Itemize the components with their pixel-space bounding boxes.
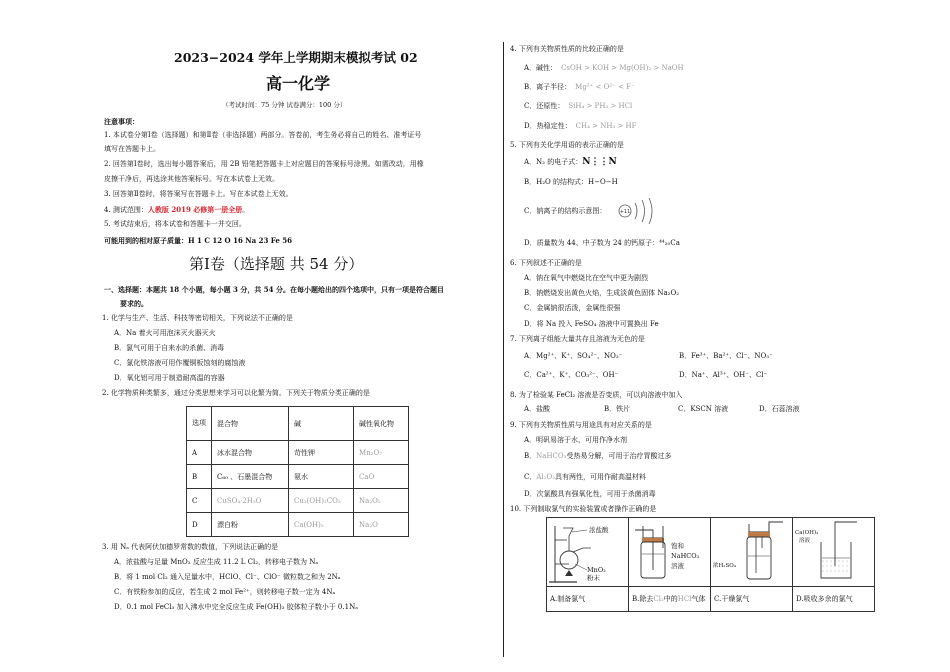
note-2a: 2. 回答第Ⅰ卷时，选出每小题答案后，用 2B 铅笔把答题卡上对应题目的答案标号涂黑。如需改动，用橡 (104, 160, 424, 168)
q4-stem: 4. 下列有关物质性质的比较正确的是 (510, 45, 624, 53)
q8-stem: 8. 为了检验某 FeCl₂ 溶液是否变质，可以向溶液中加入 (510, 391, 683, 399)
q9-option-c: C．Al₂O₃具有两性，可用作耐高温材料 (524, 473, 647, 481)
q7-option-d: D．Na⁺、Al³⁺、OH⁻、Cl⁻ (679, 371, 768, 379)
q7-option-a: A．Mg²⁺、K⁺、SO₄²⁻、NO₃⁻ (524, 352, 623, 360)
subject-title: 高一化学 (266, 74, 331, 93)
q2-cell: Mn₂O₇ (354, 441, 409, 465)
q9-option-d: D．次氯酸具有强氧化性，可用于杀菌消毒 (524, 490, 656, 498)
q5-stem: 5. 下列有关化学用语的表示正确的是 (510, 141, 624, 149)
q1-stem: 1. 化学与生产、生活、科技等密切相关，下列说法不正确的是 (102, 314, 293, 322)
q3-option-a: A．浓盐酸与足量 MnO₂ 反应生成 11.2 L Cl₂，转移电子数为 Nₐ (114, 558, 319, 566)
q2-cell: B (187, 465, 212, 489)
drying-bottle-diagram (711, 518, 792, 586)
note-1a: 1. 本试卷分第Ⅰ卷（选择题）和第Ⅱ卷（非选择题）两部分。答卷前，考生务必将自己的姓名、准考证号 (104, 131, 422, 139)
q8-option-c: C．KSCN 溶液 (678, 405, 729, 413)
column-divider (503, 42, 504, 657)
q6-option-b: B．钠燃烧发出黄色火焰，生成淡黄色固体 Na₂O₂ (524, 289, 680, 297)
q2-cell: 氨水 (289, 465, 354, 489)
ca-isotope: ⁴⁴₂₀Ca (659, 239, 680, 247)
label-caoh2: Ca(OH)₂ (795, 530, 819, 536)
q2-cell: C (187, 489, 212, 513)
q8-option-b: B．铁片 (604, 405, 631, 413)
q2-header: 碱 (289, 407, 354, 441)
section-title: 第Ⅰ卷（选择题 共 54 分） (189, 255, 364, 273)
q9-option-a: A．明矾易溶于水，可用作净水剂 (524, 436, 628, 444)
q6-option-c: C．金属钠很活泼，金属性很强 (524, 304, 621, 312)
q3-option-c: C．有铁粉参加的反应，若生成 2 mol Fe²⁺，则转移电子数一定为 4Nₐ (114, 588, 336, 596)
q10-apparatus-table (546, 517, 875, 612)
label-nahco3: NaHCO₃ (671, 552, 700, 560)
label-mno2: MnO₂ (587, 566, 606, 574)
q1-option-a: A．Na 着火可用泡沫灭火器灭火 (114, 329, 216, 337)
label-conc-h2so4: 浓H₂SO₄ (713, 563, 736, 569)
note-1b: 填写在答题卡上。 (104, 145, 160, 153)
q3-stem: 3. 用 Nₐ 代表阿伏加德罗常数的数值，下列说法正确的是 (102, 543, 279, 551)
q2-cell: 冰水混合物 (212, 441, 289, 465)
q5-option-d: D．质量数为 44、中子数为 24 的钙原子：⁴⁴₂₀Ca (524, 239, 680, 247)
q2-cell: Na₂O (354, 513, 409, 537)
q4-option-b: B．离子半径： Mg²⁺ < O²⁻ < F⁻ (524, 83, 635, 91)
q2-cell: Cu₂(OH)₂CO₃ (289, 489, 354, 513)
q2-cell: Na₂O₂ (354, 489, 409, 513)
q10-caption-a: A.制备氯气 (547, 587, 629, 612)
label-powder: 粉末 (587, 574, 600, 582)
q7-option-c: C．Ca²⁺、K⁺、CO₃²⁻、OH⁻ (524, 371, 619, 379)
q2-cell: C₆₀ 、石墨混合物 (212, 465, 289, 489)
test-scope: 人教版 2019 必修第一册全册 (147, 205, 243, 214)
q4-option-c: C．还原性： SiH₄ > PH₃ > HCl (524, 102, 633, 110)
q4-option-d: D．热稳定性： CH₄ > NH₃ > HF (524, 122, 637, 130)
q2-header: 选项 (187, 407, 212, 441)
section-instruction-2: 要求的。 (120, 299, 148, 308)
q10-caption-d: D.吸收多余的氯气 (793, 587, 875, 612)
note-3: 3. 回答第Ⅱ卷时，将答案写在答题卡上。写在本试卷上无效。 (104, 190, 293, 198)
q3-option-b: B．将 1 mol Cl₂ 通入足量水中，HClO、Cl⁻、ClO⁻ 微粒数之和为 2Nₐ (114, 573, 341, 581)
q2-cell: 漂白粉 (212, 513, 289, 537)
q10-apparatus-a (547, 518, 629, 587)
q6-option-a: A．钠在氧气中燃烧比在空气中更为剧烈 (524, 274, 649, 282)
q2-header: 碱性氧化物 (354, 407, 409, 441)
nucleus-label: +11 (619, 209, 631, 215)
q1-option-d: D．氧化铝可用于制造耐高温的容器 (114, 374, 225, 382)
gas-absorption-diagram (793, 518, 874, 586)
q10-apparatus-d (793, 518, 875, 587)
exam-title: 2023−2024 学年上学期期末模拟考试 02 (174, 50, 418, 65)
q4-option-a: A．碱性： CsOH > KOH > Mg(OH)₂ > NaOH (524, 64, 684, 72)
q5-option-c: C．钠离子的结构示意图： (524, 207, 607, 215)
note-5: 5. 考试结束后，将本试卷和答题卡一并交回。 (104, 220, 246, 228)
q1-option-b: B．氯气可用于自来水的杀菌、消毒 (114, 344, 225, 352)
q9-option-b: B．NaHCO₃受热易分解，可用于治疗胃酸过多 (524, 452, 672, 460)
q5-option-b: B．H₂O 的结构式：H−O−H (524, 178, 618, 186)
q9-stem: 9. 下列有关物质性质与用途具有对应关系的是 (510, 421, 652, 429)
q8-option-a: A．盐酸 (524, 405, 551, 413)
label-solution: 溶液 (671, 562, 684, 570)
note-2b: 皮擦干净后，再选涂其他答案标号。写在本试卷上无效。 (104, 175, 279, 183)
gas-wash-bottle-diagram (629, 518, 710, 586)
chlorine-generator-diagram (547, 518, 628, 586)
q10-caption-c: C.干燥氯气 (711, 587, 793, 612)
q2-cell: Ca(OH)₂ (289, 513, 354, 537)
note-4: 4. 测试范围：人教版 2019 必修第一册全册。 (104, 205, 250, 214)
q2-stem: 2. 化学物质种类繁多，通过分类思想来学习可以化繁为简。下列关于物质分类正确的是 (102, 389, 370, 397)
q2-header: 混合物 (212, 407, 289, 441)
q10-apparatus-b (629, 518, 711, 587)
q2-cell: A (187, 441, 212, 465)
q5-option-a: A．N₂ 的电子式：N⋮⋮N (524, 157, 617, 167)
exam-info: （考试时间：75 分钟 试卷满分：100 分） (222, 101, 347, 109)
atomic-masses: 可能用到的相对原子质量：H 1 C 12 O 16 Na 23 Fe 56 (104, 236, 293, 245)
q2-cell: CaO (354, 465, 409, 489)
label-saturated: 饱和 (671, 542, 684, 550)
q1-option-c: C．氯化铁溶液可用作覆铜板蚀刻的腐蚀液 (114, 359, 246, 367)
q2-cell: 苛性钾 (289, 441, 354, 465)
q10-apparatus-c (711, 518, 793, 587)
label-conc-hcl: 浓盐酸 (589, 526, 609, 534)
q8-option-d: D．石蕊溶液 (759, 405, 800, 413)
q6-stem: 6. 下列叙述不正确的是 (510, 259, 582, 267)
q3-option-d: D．0.1 mol FeCl₃ 加入沸水中完全反应生成 Fe(OH)₃ 胶体粒子数小于 0.1Nₐ (114, 603, 358, 611)
q6-option-d: D．将 Na 投入 FeSO₄ 溶液中可置换出 Fe (524, 320, 659, 328)
q2-table (186, 406, 409, 537)
q2-cell: CuSO₄·2H₂O (212, 489, 289, 513)
notes-heading: 注意事项： (104, 117, 139, 126)
q7-option-b: B．Fe³⁺、Ba²⁺、Cl⁻、NO₃⁻ (679, 352, 773, 360)
q7-stem: 7. 下列离子组能大量共存且溶液为无色的是 (510, 335, 645, 343)
q10-stem: 10. 下列制取氯气的实验装置或者操作正确的是 (510, 505, 657, 513)
q2-cell: D (187, 513, 212, 537)
sodium-ion-diagram (617, 196, 657, 226)
label-solution-2: 溶液 (799, 538, 811, 544)
section-instruction: 一、选择题：本题共 18 个小题，每小题 3 分，共 54 分。在每小题给出的四个选项中，只有一项是符合题目 (104, 285, 444, 294)
q10-caption-b: B.除去Cl₂中的HCl气体 (629, 587, 711, 612)
n2-electron-formula: N⋮⋮N (582, 157, 617, 167)
